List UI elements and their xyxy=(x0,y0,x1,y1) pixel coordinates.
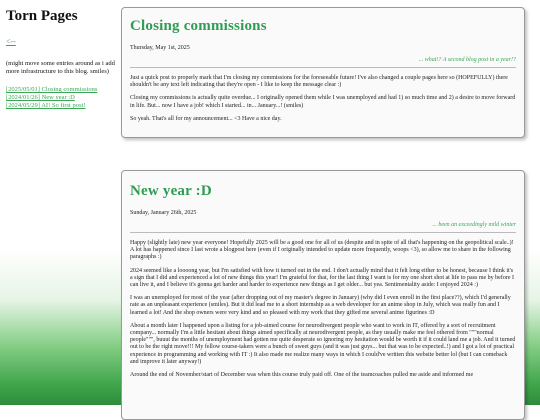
post-paragraph: Around the end of November/start of December was when this course truly paid off. One of the teamcoaches pulled me aside and informed me xyxy=(130,372,474,379)
post-date: Thursday, May 1st, 2025 xyxy=(130,45,190,51)
post-title: Closing commissions xyxy=(130,18,267,34)
post-paragraph: So yeah. That's all for my announcement... <3 Have a nice day. xyxy=(130,115,282,122)
post-paragraph: Just a quick post to properly mark that I'm closing my commissions for the foreseeable future! I've also changed a couple pages here so (HOPEFULLY) there shouldn't be any text left indicating that they're open - I like to keep the message clear :) xyxy=(130,75,508,89)
post-body xyxy=(130,240,516,379)
post-index xyxy=(6,86,118,110)
post-link-first-post[interactable]: [2024/05/29] AI! So first post! xyxy=(6,102,86,109)
post-link-closing-commissions[interactable]: [2025/05/01] Closing commissions xyxy=(6,86,98,93)
post-link-new-year[interactable]: [2024/01/26] New year :D xyxy=(6,94,75,101)
sidebar xyxy=(6,8,118,110)
post-card xyxy=(121,7,525,138)
post-paragraph: About a month later I happened upon a listing for a job-aimed course for neurodivergent people who want to work in IT, offered by a sort of recruitment company... normally I'm a little hesitant about things aimed specifically at neurodivergent people, as they usually make me feel othered from """normal people""", buuut the months of unemployment had gotten me quite desperate so ignoring my hesitation would be worth it if it could land me a job. And it turned out to be the right move!!! My fellow course-takers were a bunch of sweet guys (and it was just guys... but that was to be expected..!) and I got a lot of practical experience in programming and working with IT :) It also made me realize many ways in which I could've written this website better lol (but I can comeback and improve it later anyway!) xyxy=(130,322,516,365)
post-body xyxy=(130,75,516,123)
post-title: New year :D xyxy=(130,183,212,199)
home-link[interactable]: <-- xyxy=(6,37,16,46)
site-title: Torn Pages xyxy=(6,8,78,24)
post-date: Sunday, January 26th, 2025 xyxy=(130,210,197,216)
post-divider xyxy=(130,232,516,233)
sidebar-blurb: (might move some entries around as i add more infrastructure to this blog. smiles) xyxy=(6,60,115,75)
post-paragraph: I was an unemployed for most of the year (after dropping out of my master's degree in January) (why did I even enroll in the first place??), which I'd generally rate as an unpleasant experience (smiles). But it did lead me to a short internship as a web developer for an anime shop in July, which was really fun and I learned a lot! And the shop owners were very kind and so pleased with my work that they gifted me several anime figurines :D xyxy=(130,295,511,316)
post-paragraph: 2024 seemed like a loooong year, but I'm satisfied with how it turned out in the end. I don't actually mind that it felt long either to be honest, because I think it's a sign that I did and experienced a lot of new things this year! I'm grateful for that, for the last thing I want is for my one short shot at life to pass me by before I can live it, and I believe it's gonna get harder and harder to experience new things as I get older... but yea. Sentimentality aside: I enjoyed 2024 :) xyxy=(130,267,514,289)
post-subtitle: ... what!? A second blog post in a year!? xyxy=(418,57,516,63)
post-subtitle: ... been an exceedingly mild winter xyxy=(432,222,516,228)
post-card xyxy=(121,170,525,420)
post-paragraph: Closing my commissions is actually quite overdue... I originally opened them while I was unemployed and had 1) so much time and 2) a desire to move forward in life. But... now I have a job! which I started... in... January...! (smiles) xyxy=(130,95,516,109)
post-paragraph: Happy (slightly late) new year everyone! Hopefully 2025 will be a good one for all of us (despite and in spite of all that's happening on the geopolitical scale..)! A lot has happened since I last wrote a blogpost here (even if I originally intended to update more frequently, woops <3), so allow me to share in the following paragraphs :) xyxy=(130,240,514,261)
post-divider xyxy=(130,67,516,68)
